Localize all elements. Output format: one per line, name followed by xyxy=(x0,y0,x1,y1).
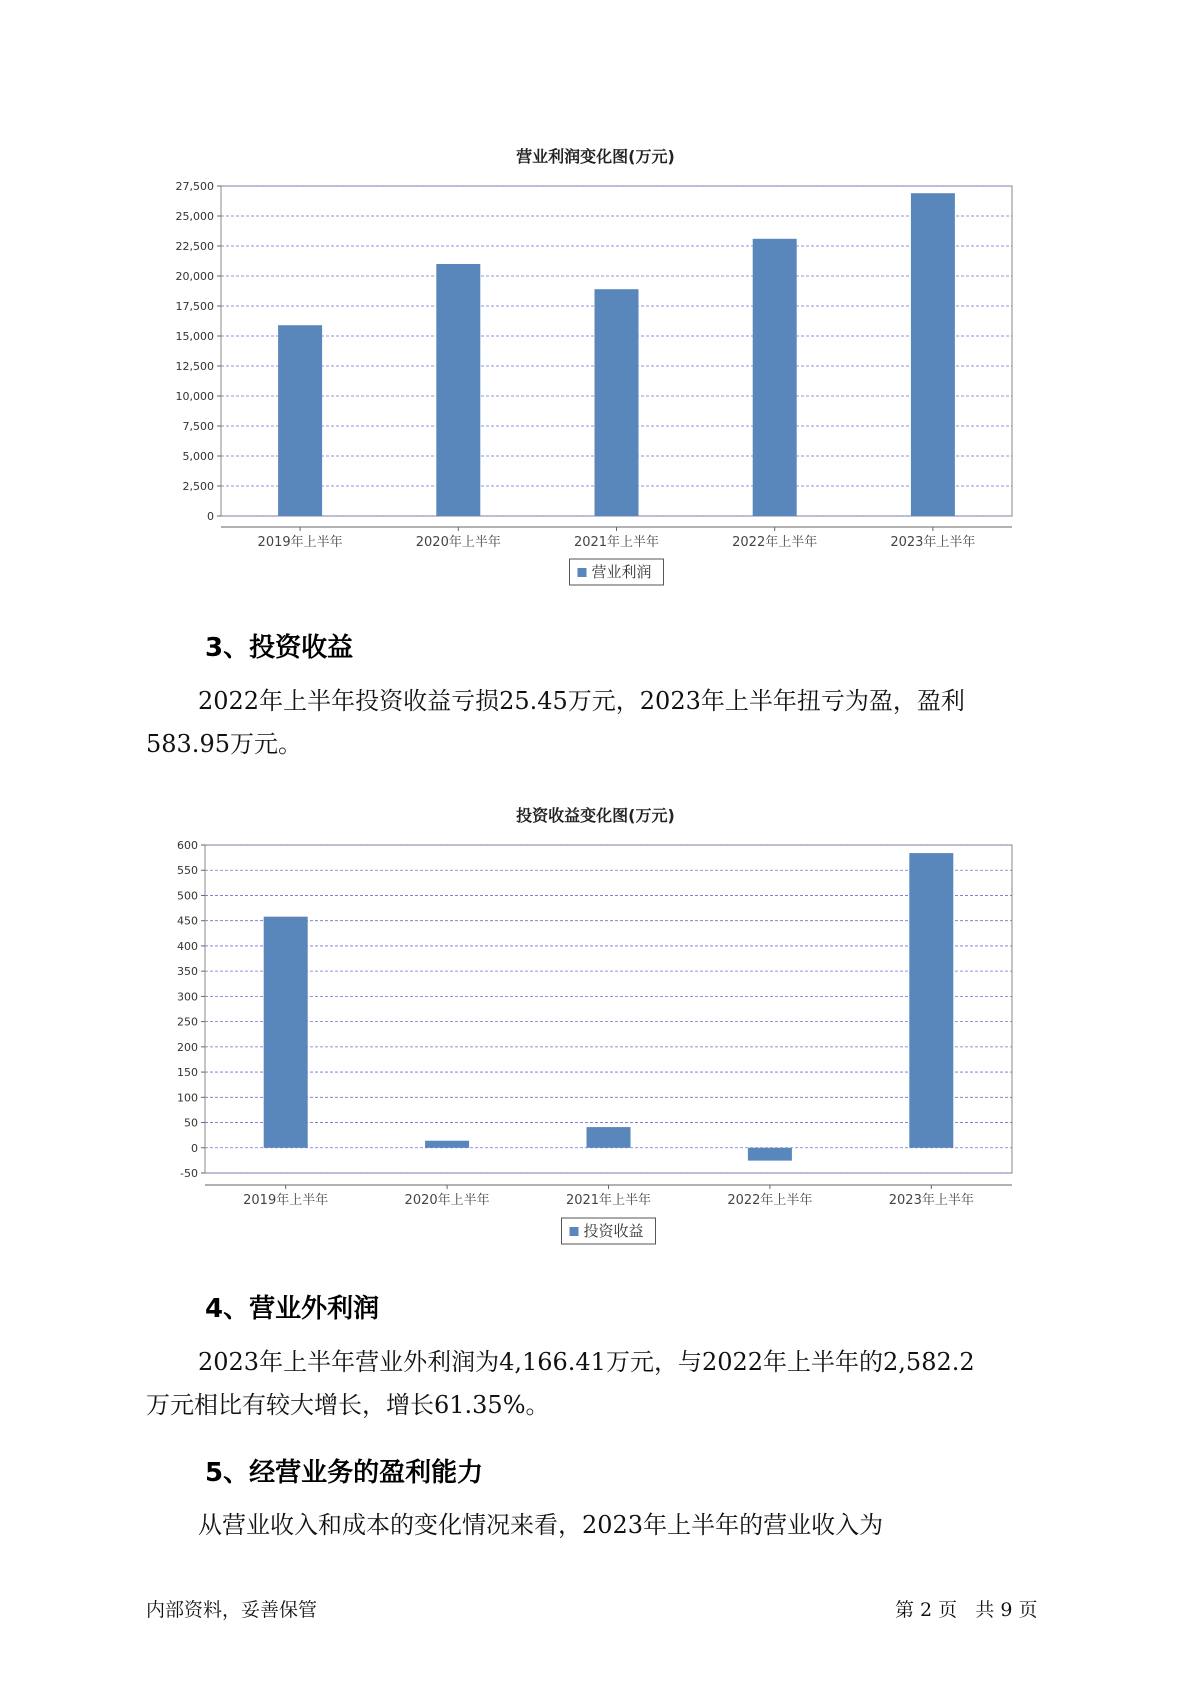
investment-income-chart xyxy=(0,600,1191,1260)
section-heading-non-operating: 4、营业外利润 xyxy=(205,1294,380,1324)
section-heading-profitability: 5、经营业务的盈利能力 xyxy=(205,1458,484,1488)
y-tick-label: 200 xyxy=(177,1040,198,1054)
y-tick-label: 10,000 xyxy=(175,390,214,403)
paragraph-non-operating xyxy=(146,1341,1066,1427)
legend-label: 投资收益 xyxy=(583,1222,644,1240)
footer-page-number: 第 2 页 共 9 页 xyxy=(895,1599,1038,1621)
y-tick-label: 20,000 xyxy=(175,270,214,283)
x-tick-label: 2019年上半年 xyxy=(243,1193,329,1208)
y-tick-label: 300 xyxy=(177,990,198,1004)
y-tick-label: 400 xyxy=(177,939,198,953)
y-tick-label: 2,500 xyxy=(182,480,214,493)
x-tick-label: 2023年上半年 xyxy=(888,1193,974,1208)
y-tick-label: 600 xyxy=(177,839,198,852)
bar xyxy=(595,289,639,516)
bar xyxy=(911,193,955,516)
y-tick-label: 500 xyxy=(177,889,198,903)
bar xyxy=(753,239,797,516)
legend-label: 营业利润 xyxy=(591,563,652,581)
bar xyxy=(278,325,322,516)
y-tick-label: 27,500 xyxy=(175,180,214,193)
operating-profit-chart xyxy=(0,0,1191,600)
bar xyxy=(264,917,308,1148)
legend-swatch xyxy=(578,568,587,577)
y-tick-label: 25,000 xyxy=(175,210,214,223)
bar xyxy=(909,853,953,1148)
y-tick-label: -50 xyxy=(180,1167,198,1180)
y-tick-label: 0 xyxy=(207,510,214,523)
paragraph-line: 583.95万元。 xyxy=(146,730,302,758)
x-tick-label: 2022年上半年 xyxy=(727,1193,813,1208)
paragraph-profitability xyxy=(146,1504,1066,1547)
x-tick-label: 2019年上半年 xyxy=(257,535,343,550)
x-tick-label: 2020年上半年 xyxy=(404,1193,490,1208)
bar xyxy=(748,1148,792,1161)
y-tick-label: 0 xyxy=(191,1141,198,1155)
paragraph-line: 从营业收入和成本的变化情况来看，2023年上半年的营业收入为 xyxy=(198,1511,884,1539)
bar xyxy=(587,1127,631,1148)
bar xyxy=(425,1141,469,1148)
chart-title-investment-income: 投资收益变化图(万元) xyxy=(516,806,675,825)
y-tick-label: 5,000 xyxy=(182,450,214,463)
y-tick-label: 17,500 xyxy=(175,300,214,313)
y-tick-label: 550 xyxy=(177,864,198,878)
y-tick-label: 100 xyxy=(177,1091,198,1105)
legend-swatch xyxy=(570,1227,579,1236)
y-tick-label: 150 xyxy=(177,1066,198,1080)
y-tick-label: 250 xyxy=(177,1015,198,1029)
x-tick-label: 2021年上半年 xyxy=(573,535,660,550)
x-tick-label: 2020年上半年 xyxy=(415,535,501,550)
y-tick-label: 450 xyxy=(177,914,198,928)
y-tick-label: 7,500 xyxy=(182,420,214,433)
footer-confidential-note: 内部资料，妥善保管 xyxy=(146,1599,318,1621)
x-tick-label: 2021年上半年 xyxy=(565,1193,652,1208)
y-tick-label: 350 xyxy=(177,965,198,979)
y-tick-label: 22,500 xyxy=(175,240,214,253)
bar xyxy=(436,264,480,516)
x-tick-label: 2023年上半年 xyxy=(890,535,976,550)
y-tick-label: 12,500 xyxy=(175,360,214,373)
paragraph-line: 万元相比有较大增长，增长61.35%。 xyxy=(146,1391,550,1419)
y-tick-label: 15,000 xyxy=(175,330,214,343)
chart-title-operating-profit: 营业利润变化图(万元) xyxy=(516,147,675,166)
plot-area xyxy=(205,845,1012,1173)
y-tick-label: 50 xyxy=(184,1116,198,1130)
paragraph-line: 2023年上半年营业外利润为4,166.41万元，与2022年上半年的2,582.2 xyxy=(198,1348,975,1376)
section-heading-investment: 3、投资收益 xyxy=(205,633,354,663)
paragraph-line: 2022年上半年投资收益亏损25.45万元，2023年上半年扭亏为盈，盈利 xyxy=(198,687,965,715)
x-tick-label: 2022年上半年 xyxy=(732,535,818,550)
